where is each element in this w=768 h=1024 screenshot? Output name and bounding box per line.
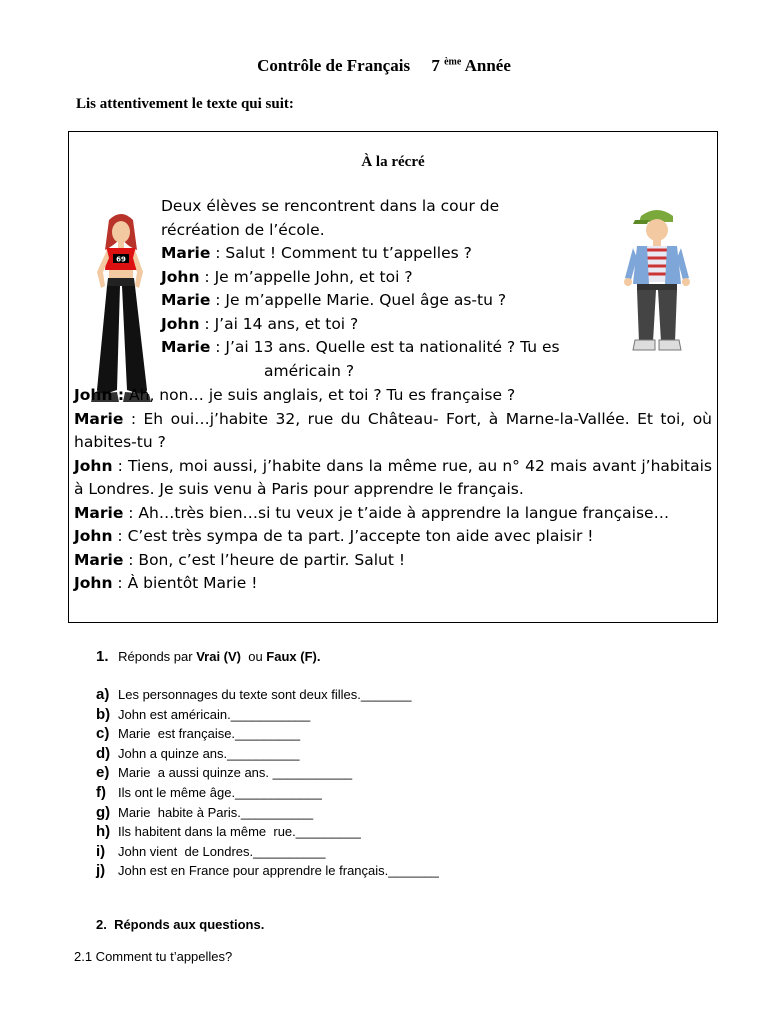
question-2-1: 2.1 Comment tu t’appelles? <box>74 949 233 964</box>
page-title <box>0 56 768 76</box>
statement-letter: c) <box>96 725 110 743</box>
statement-letter: e) <box>96 764 110 782</box>
intro-line-2: récréation de l’école. <box>161 220 325 239</box>
statement-text: John est américain.___________ <box>118 706 311 722</box>
statement-letter: f) <box>96 783 106 801</box>
dialogue-line <box>161 313 617 337</box>
statement-letter: d) <box>96 744 111 762</box>
line-text: : J’ai 13 ans. Quelle est ta nationalité ? Tu es <box>210 338 560 356</box>
statement-item <box>96 763 439 783</box>
speaker-name: John <box>74 527 113 545</box>
statement-letter: b) <box>96 705 111 723</box>
exercise-2-heading: 2. Réponds aux questions. <box>96 917 265 932</box>
speaker-name: John <box>74 456 113 475</box>
dialogue-line <box>74 502 712 526</box>
dialogue-line <box>74 549 712 573</box>
title-text: Contrôle de Français <box>257 56 411 75</box>
speaker-name: Marie <box>74 409 124 428</box>
dialogue-top <box>161 195 617 383</box>
grade-superscript: ème <box>444 56 462 68</box>
speaker-name: Marie <box>161 338 211 356</box>
line-text: Ah, non… je suis anglais, et toi ? Tu es française ? <box>124 386 516 404</box>
dialogue-line <box>161 242 617 266</box>
boy-figure-icon <box>617 206 697 354</box>
speaker-name: Marie <box>74 550 124 569</box>
reading-text-box <box>68 131 718 623</box>
speaker-name: John <box>74 574 113 592</box>
dialogue-line <box>161 289 617 313</box>
speaker-name: Marie <box>161 291 211 309</box>
dialogue-line <box>74 384 712 408</box>
intro-line-1: Deux élèves se rencontrent dans la cour de <box>161 197 500 215</box>
statement-item <box>96 822 439 842</box>
line-text: : Salut ! Comment tu t’appelles ? <box>210 244 472 262</box>
line-text: : Ah…très bien…si tu veux je t’aide à apprendre la langue française… <box>123 503 670 522</box>
statement-letter: g) <box>96 803 111 821</box>
line-text: : J’ai 14 ans, et toi ? <box>199 314 359 333</box>
statement-item <box>96 744 439 764</box>
statement-item <box>96 724 439 744</box>
exercise-number: 1. <box>96 648 109 665</box>
line-text: : Bon, c’est l’heure de partir. Salut ! <box>123 550 406 569</box>
dialogue-line <box>161 336 617 360</box>
speaker-name: Marie <box>74 503 124 522</box>
statement-item <box>96 705 439 725</box>
ou-label: ou <box>241 649 267 664</box>
line-text: : À bientôt Marie ! <box>112 574 258 592</box>
true-false-list <box>96 685 439 881</box>
line-text: : Je m’appelle John, et toi ? <box>199 267 413 286</box>
statement-item <box>96 803 439 823</box>
statement-text: John est en France pour apprendre le français._______ <box>118 863 439 879</box>
statement-text: Marie habite à Paris.__________ <box>118 804 314 820</box>
exercise-1-heading <box>96 648 320 665</box>
statement-letter: j) <box>96 862 106 880</box>
statement-text: Ils habitent dans la même rue._________ <box>118 824 361 840</box>
dialogue-line <box>74 455 712 502</box>
statement-item <box>96 842 439 862</box>
faux-label: Faux (F). <box>266 649 321 664</box>
line-text: : C’est très sympa de ta part. J’accepte ton aide avec plaisir ! <box>112 527 594 545</box>
grade-word: Année <box>464 56 511 75</box>
dialogue-continuation: américain ? <box>264 361 355 380</box>
exercise-prompt: Réponds par <box>118 649 197 664</box>
svg-text:69: 69 <box>116 255 126 264</box>
statement-text: Marie a aussi quinze ans. ___________ <box>118 765 353 781</box>
instruction: Lis attentivement le texte qui suit: <box>76 96 294 112</box>
speaker-name: John <box>161 267 200 286</box>
statement-letter: a) <box>96 686 110 703</box>
dialogue-line <box>74 572 712 596</box>
dialogue-line <box>161 266 617 290</box>
statement-text: Les personnages du texte sont deux filles._______ <box>118 687 412 702</box>
speaker-name: John : <box>74 386 125 404</box>
dialogue-line <box>74 408 712 455</box>
statement-item <box>96 685 439 705</box>
statement-text: John vient de Londres.__________ <box>118 843 326 859</box>
statement-text: Marie est française._________ <box>118 726 301 742</box>
dialogue-bottom <box>74 384 712 596</box>
girl-figure-icon <box>89 210 153 406</box>
dialogue-line <box>74 525 712 549</box>
statement-letter: i) <box>96 842 106 860</box>
speaker-name: Marie <box>161 244 211 262</box>
speaker-name: John <box>161 314 200 333</box>
statement-item <box>96 783 439 803</box>
line-text: : Je m’appelle Marie. Quel âge as-tu ? <box>210 291 507 309</box>
statement-item <box>96 861 439 881</box>
line-text: : Eh oui…j’habite 32, rue du Château- Fort, à Marne-la-Vallée. Et toi, où habites-tu ? <box>74 409 712 451</box>
vrai-label: Vrai (V) <box>196 649 241 664</box>
statement-text: John a quinze ans.__________ <box>118 745 300 761</box>
statement-text: Ils ont le même âge.____________ <box>118 784 322 800</box>
grade-number: 7 <box>431 56 440 75</box>
story-title: À la récré <box>361 154 425 170</box>
statement-letter: h) <box>96 823 111 841</box>
line-text: : Tiens, moi aussi, j’habite dans la même rue, au n° 42 mais avant j’habitais à Londres. Je suis venu à Paris pour apprendre le français. <box>74 456 712 498</box>
